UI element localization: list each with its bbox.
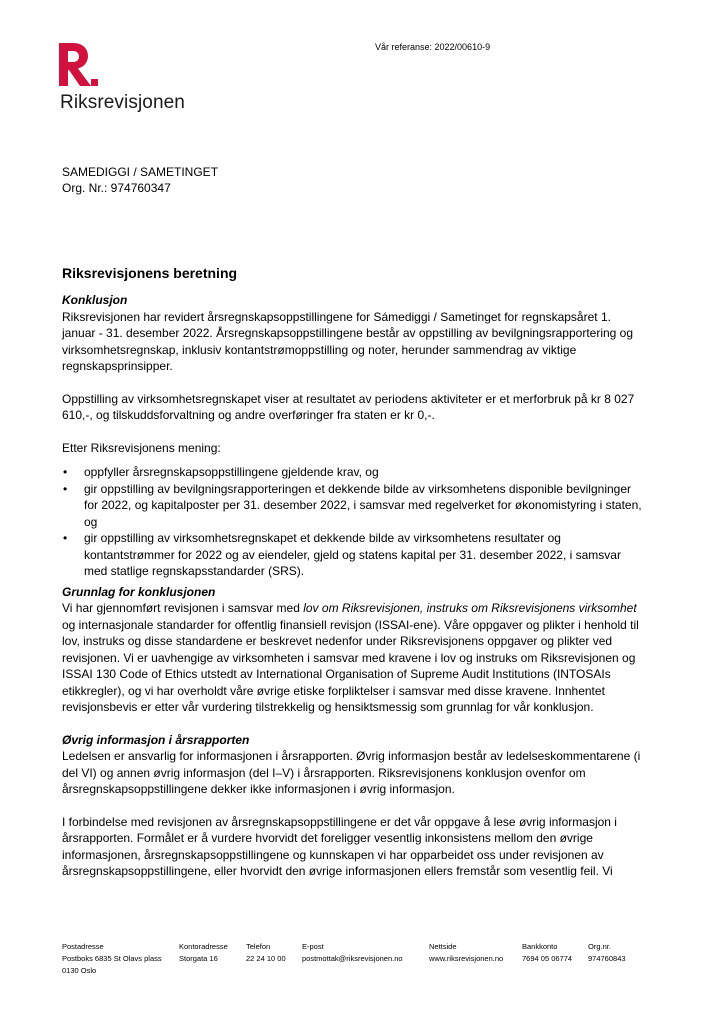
konklusjon-paragraph-3: Etter Riksrevisjonens mening: [62,440,221,455]
footer-value: 0130 Oslo [62,966,97,975]
grunnlag-text-post: og internasjonale standarder for offentlig finansiell revisjon (ISSAI-ene). Våre oppgaver og plikter i henhold til lov, instruks og disse standardene er beskrevet nedenfor under Riksrevisjonens oppgaver og plikter ved revisjonen. Vi er uavhengige av virksomheten i samsvar med kravene i lov og instruks om Riksrevisjonen og ISSAI 130 Code of Ethics utstedt av International Organisation of Supreme Audit Institutions (INTOSAIs etikkregler), og vi har overholdt våre øvrige etiske forpliktelser i samsvar med disse kravene. Innhentet revisjonsbevis er etter vår vurdering tilstrekkelig og hensiktsmessig som grunnlag for vår konklusjon. [62,617,639,714]
riksrevisjonen-r-logo-icon [58,42,98,88]
grunnlag-text-pre: Vi har gjennomført revisjonen i samsvar med [62,601,304,615]
footer-label: E-post [302,942,324,951]
recipient-block [62,164,218,196]
ovrig-paragraph-1: Ledelsen er ansvarlig for informasjonen i årsrapporten. Øvrig informasjon består av ledelseskommentarene (i del VI) og annen øvrig informasjon (del I–V) i årsrapporten. Riksrevisjonens konklusjon ovenfor om årsregnskapsoppstillingene dekker ikke informasjonen i øvrig informasjon. [62,749,641,796]
footer-label: Postadresse [62,942,104,951]
footer-value: www.riksrevisjonen.no [429,954,504,963]
document-body [62,264,642,896]
list-item: • gir oppstilling av virksomhetsregnskapet et dekkende bilde av virksomhetens resultater og kontantstrømmer for 2022 og av eiendeler, gjeld og statens kapital per 31. desember 2022, i samsvar med statlige regnskapsstandarder (SRS). [62,530,642,580]
footer-label: Bankkonto [522,942,558,951]
document-title: Riksrevisjonens beretning [62,265,238,281]
footer-nettside [429,941,503,965]
heading-konklusjon: Konklusjon [62,293,128,307]
footer-value: 7694 05 06774 [522,954,573,963]
footer-postadresse [62,941,162,977]
list-item: • gir oppstilling av bevilgningsrapporteringen et dekkende bilde av virksomhetens disponible bevilgninger for 2022, og kapitalposter per 31. desember 2022, i samsvar med regelverket for økonomistyring i staten, og [62,481,642,531]
konklusjon-bullet-list [62,464,642,580]
reference-number: Vår referanse: 2022/00610-9 [375,42,491,52]
logo-wordmark: Riksrevisjonen [60,92,185,113]
footer-bankkonto [522,941,572,965]
ovrig-paragraph-2: I forbindelse med revisjonen av årsregnskapsoppstillingene er det vår oppgave å lese øvrig informasjon i årsrapporten. Formålet er å vurdere hvorvidt det foreligger vesentlig inkonsistens mellom den øvrige informasjonen, årsregnskapsoppstillingene og kunnskapen vi har opparbeidet oss under revisjonen av årsregnskapsoppstillingene, eller hvorvidt den øvrige informasjonen ellers fremstår som vesentlig feil. Vi [62,814,617,878]
grunnlag-paragraph [62,600,642,716]
footer-label: Nettside [429,942,457,951]
footer-kontoradresse [179,941,228,965]
footer-label: Telefon [246,942,271,951]
recipient-org-nr: Org. Nr.: 974760347 [62,181,171,195]
riksrevisjonen-logo [58,42,185,113]
recipient-name: SAMEDIGGI / SAMETINGET [62,165,219,179]
footer-value: 22 24 10 00 [246,954,286,963]
heading-ovrig-informasjon: Øvrig informasjon i årsrapporten [62,732,250,747]
list-item: • oppfyller årsregnskapsoppstillingene gjeldende krav, og [62,464,642,481]
footer-epost [302,941,403,965]
footer-value: postmottak@riksrevisjonen.no [302,954,403,963]
grunnlag-text-italic: lov om Riksrevisjonen, instruks om Riksrevisjonens virksomhet [303,601,637,615]
footer-label: Org.nr. [588,942,611,951]
footer-orgnr [588,941,626,965]
footer-value: 974760843 [588,954,626,963]
footer-telefon [246,941,286,965]
heading-grunnlag: Grunnlag for konklusjonen [62,584,216,599]
footer-value: Storgata 16 [179,954,218,963]
konklusjon-paragraph-2: Oppstilling av virksomhetsregnskapet viser at resultatet av periodens aktiviteter er et merforbruk på kr 8 027 610,-, og tilskuddsforvaltning og andre overføringer fra staten er kr 0,-. [62,391,635,422]
footer-value: Postboks 6835 St Olavs plass [62,954,162,963]
konklusjon-paragraph-1: Riksrevisjonen har revidert årsregnskapsoppstillingene for Sámediggi / Sametinget for regnskapsåret 1. januar - 31. desember 2022. Årsregnskapsoppstillingene består av oppstilling av bevilgningsrapportering og virksomhetsregnskap, inklusiv kontantstrømoppstilling og noter, herunder sammendrag av viktige regnskapsprinsipper. [62,309,634,373]
footer-label: Kontoradresse [179,942,228,951]
